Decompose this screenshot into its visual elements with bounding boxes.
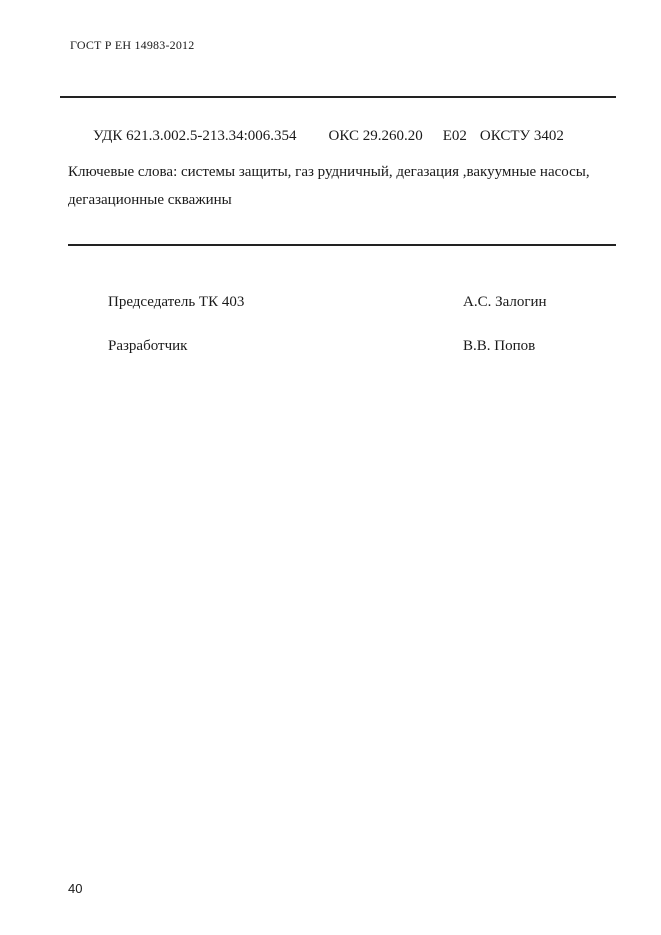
classification-codes <box>93 128 564 145</box>
udk-code: УДК 621.3.002.5-213.34:006.354 <box>93 128 297 144</box>
signature-role: Разработчик <box>108 338 188 354</box>
keywords-line-1: Ключевые слова: системы защиты, газ рудничный, дегазация ,вакуумные насосы, <box>68 164 590 180</box>
oks-code: ОКС 29.260.20 <box>328 128 423 144</box>
signature-role: Председатель ТК 403 <box>108 294 245 310</box>
signature-name: В.В. Попов <box>463 338 536 354</box>
top-divider <box>60 96 616 98</box>
signature-name: А.С. Залогин <box>463 294 547 310</box>
page-number: 40 <box>68 881 83 896</box>
okstu-code: ОКСТУ 3402 <box>479 128 564 144</box>
bottom-divider <box>68 244 616 246</box>
keywords-line-2: дегазационные скважины <box>68 192 232 208</box>
keywords-block <box>68 158 618 214</box>
e-code: Е02 <box>442 128 467 144</box>
standard-header: ГОСТ Р ЕН 14983-2012 <box>70 38 195 52</box>
